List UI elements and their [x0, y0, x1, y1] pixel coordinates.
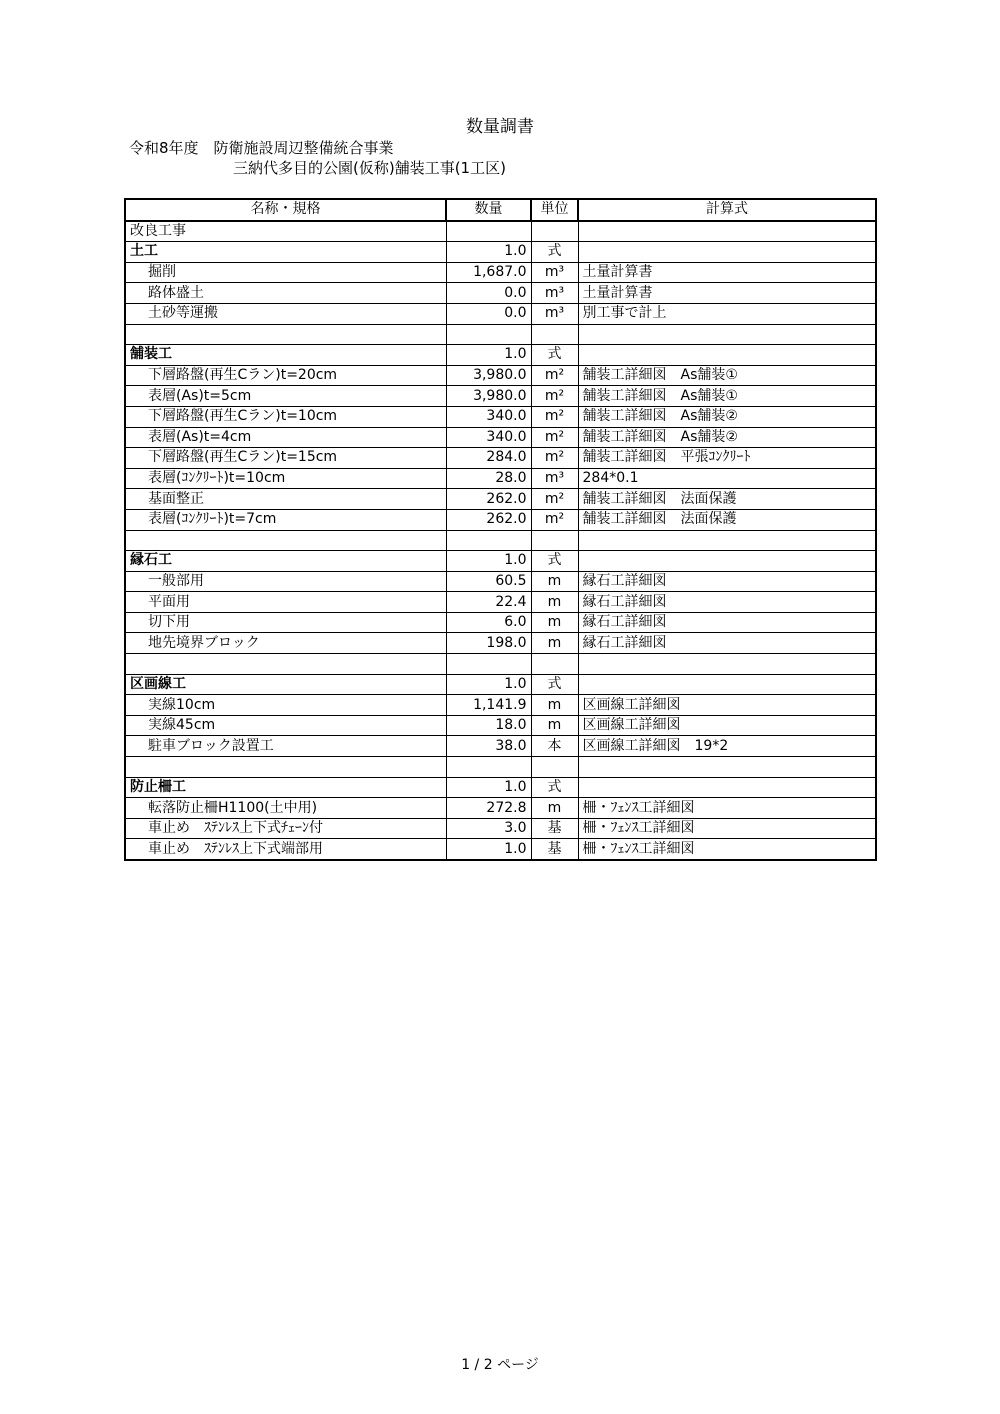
item-unit: 基	[531, 818, 578, 839]
category-row	[125, 777, 876, 798]
item-name: 掘削	[125, 262, 446, 283]
category-formula	[578, 345, 876, 366]
item-unit: m²	[531, 448, 578, 469]
item-unit: m³	[531, 303, 578, 324]
table-row	[125, 283, 876, 304]
item-unit: 基	[531, 839, 578, 860]
item-formula: 縁石工詳細図	[578, 633, 876, 654]
item-qty: 262.0	[446, 509, 531, 530]
item-qty: 18.0	[446, 715, 531, 736]
item-unit: m²	[531, 365, 578, 386]
table-row	[125, 818, 876, 839]
table-row	[125, 427, 876, 448]
item-qty: 22.4	[446, 592, 531, 613]
item-qty: 272.8	[446, 798, 531, 819]
spacer-cell	[531, 324, 578, 345]
item-qty: 1,141.9	[446, 695, 531, 716]
item-unit: m²	[531, 386, 578, 407]
item-unit: m	[531, 612, 578, 633]
item-name: 下層路盤(再生Cラン)t=20cm	[125, 365, 446, 386]
table-row	[125, 303, 876, 324]
item-name: 地先境界ブロック	[125, 633, 446, 654]
table-row	[125, 386, 876, 407]
item-name: 車止め ｽﾃﾝﾚｽ上下式ﾁｪｰﾝ付	[125, 818, 446, 839]
item-qty: 0.0	[446, 283, 531, 304]
table-header-row	[125, 199, 876, 221]
page-number: 1 / 2 ページ	[461, 1357, 539, 1373]
item-qty: 0.0	[446, 303, 531, 324]
item-qty: 1,687.0	[446, 262, 531, 283]
spacer-cell	[125, 654, 446, 675]
table-row	[125, 365, 876, 386]
item-unit: m²	[531, 489, 578, 510]
spacer-cell	[531, 757, 578, 778]
category-unit: 式	[531, 551, 578, 572]
table-row	[125, 633, 876, 654]
item-unit: m²	[531, 509, 578, 530]
item-name: 表層(As)t=4cm	[125, 427, 446, 448]
item-name: 車止め ｽﾃﾝﾚｽ上下式端部用	[125, 839, 446, 860]
category-qty: 1.0	[446, 345, 531, 366]
item-unit: m³	[531, 262, 578, 283]
table-row	[125, 736, 876, 757]
spacer-cell	[578, 324, 876, 345]
table-row	[125, 262, 876, 283]
item-formula: 舗装工詳細図 As舗装②	[578, 406, 876, 427]
category-qty: 1.0	[446, 674, 531, 695]
table-row	[125, 798, 876, 819]
item-unit: m	[531, 695, 578, 716]
table-row	[125, 571, 876, 592]
category-name: 舗装工	[125, 345, 446, 366]
section-formula	[578, 221, 876, 242]
item-qty: 262.0	[446, 489, 531, 510]
item-name: 下層路盤(再生Cラン)t=10cm	[125, 406, 446, 427]
item-unit: m	[531, 715, 578, 736]
table-row	[125, 715, 876, 736]
category-row	[125, 551, 876, 572]
table-row	[125, 489, 876, 510]
category-qty: 1.0	[446, 551, 531, 572]
item-unit: 本	[531, 736, 578, 757]
item-unit: m³	[531, 468, 578, 489]
spacer-row	[125, 757, 876, 778]
category-unit: 式	[531, 242, 578, 263]
item-qty: 198.0	[446, 633, 531, 654]
item-formula: 柵・ﾌｪﾝｽ工詳細図	[578, 818, 876, 839]
item-qty: 60.5	[446, 571, 531, 592]
category-name: 防止柵工	[125, 777, 446, 798]
header-qty: 数量	[446, 199, 531, 221]
item-qty: 3.0	[446, 818, 531, 839]
item-qty: 340.0	[446, 427, 531, 448]
table-row	[125, 406, 876, 427]
section-unit	[531, 221, 578, 242]
item-formula: 土量計算書	[578, 262, 876, 283]
item-name: 実線45cm	[125, 715, 446, 736]
item-formula: 別工事で計上	[578, 303, 876, 324]
spacer-cell	[446, 324, 531, 345]
category-row	[125, 674, 876, 695]
item-formula: 舗装工詳細図 法面保護	[578, 489, 876, 510]
item-unit: m²	[531, 406, 578, 427]
item-formula: 舗装工詳細図 As舗装②	[578, 427, 876, 448]
category-name: 縁石工	[125, 551, 446, 572]
spacer-cell	[531, 530, 578, 551]
document-subtitle-work: 三納代多目的公園(仮称)舗装工事(1工区)	[233, 159, 506, 177]
item-qty: 38.0	[446, 736, 531, 757]
table-row	[125, 592, 876, 613]
item-formula: 縁石工詳細図	[578, 612, 876, 633]
header-formula: 計算式	[578, 199, 876, 221]
spacer-row	[125, 654, 876, 675]
item-name: 駐車ブロック設置工	[125, 736, 446, 757]
category-unit: 式	[531, 345, 578, 366]
category-name: 区画線工	[125, 674, 446, 695]
spacer-row	[125, 324, 876, 345]
item-unit: m	[531, 592, 578, 613]
category-formula	[578, 551, 876, 572]
item-name: 転落防止柵H1100(土中用)	[125, 798, 446, 819]
section-row	[125, 221, 876, 242]
item-name: 切下用	[125, 612, 446, 633]
item-unit: m³	[531, 283, 578, 304]
item-formula: 舗装工詳細図 平張ｺﾝｸﾘｰﾄ	[578, 448, 876, 469]
spacer-cell	[446, 654, 531, 675]
item-unit: m	[531, 798, 578, 819]
document-title: 数量調書	[466, 117, 534, 137]
spacer-row	[125, 530, 876, 551]
item-name: 平面用	[125, 592, 446, 613]
item-formula: 区画線工詳細図	[578, 715, 876, 736]
item-name: 表層(As)t=5cm	[125, 386, 446, 407]
item-formula: 区画線工詳細図 19*2	[578, 736, 876, 757]
spacer-cell	[578, 757, 876, 778]
item-name: 路体盛土	[125, 283, 446, 304]
category-unit: 式	[531, 674, 578, 695]
document-subtitle-project: 令和8年度 防衛施設周辺整備統合事業	[129, 139, 394, 157]
item-formula: 区画線工詳細図	[578, 695, 876, 716]
quantity-table	[124, 198, 877, 861]
item-name: 実線10cm	[125, 695, 446, 716]
category-formula	[578, 242, 876, 263]
section-qty	[446, 221, 531, 242]
item-name: 土砂等運搬	[125, 303, 446, 324]
table-row	[125, 695, 876, 716]
table-row	[125, 612, 876, 633]
spacer-cell	[125, 530, 446, 551]
spacer-cell	[446, 757, 531, 778]
spacer-cell	[578, 530, 876, 551]
header-unit: 単位	[531, 199, 578, 221]
spacer-cell	[125, 324, 446, 345]
item-formula: 284*0.1	[578, 468, 876, 489]
item-formula: 舗装工詳細図 As舗装①	[578, 365, 876, 386]
item-formula: 柵・ﾌｪﾝｽ工詳細図	[578, 839, 876, 860]
item-formula: 縁石工詳細図	[578, 592, 876, 613]
item-name: 下層路盤(再生Cラン)t=15cm	[125, 448, 446, 469]
table-body	[125, 221, 876, 860]
spacer-cell	[446, 530, 531, 551]
category-qty: 1.0	[446, 777, 531, 798]
item-name: 一般部用	[125, 571, 446, 592]
item-formula: 舗装工詳細図 As舗装①	[578, 386, 876, 407]
item-name: 表層(ｺﾝｸﾘｰﾄ)t=7cm	[125, 509, 446, 530]
spacer-cell	[125, 757, 446, 778]
header-name: 名称・規格	[125, 199, 446, 221]
category-name: 土工	[125, 242, 446, 263]
spacer-cell	[578, 654, 876, 675]
item-unit: m	[531, 633, 578, 654]
section-title: 改良工事	[125, 221, 446, 242]
table-row	[125, 839, 876, 860]
item-unit: m	[531, 571, 578, 592]
category-unit: 式	[531, 777, 578, 798]
item-qty: 28.0	[446, 468, 531, 489]
item-formula: 舗装工詳細図 法面保護	[578, 509, 876, 530]
item-formula: 縁石工詳細図	[578, 571, 876, 592]
item-qty: 1.0	[446, 839, 531, 860]
item-unit: m²	[531, 427, 578, 448]
item-formula: 土量計算書	[578, 283, 876, 304]
category-formula	[578, 777, 876, 798]
table-row	[125, 509, 876, 530]
category-row	[125, 242, 876, 263]
item-name: 表層(ｺﾝｸﾘｰﾄ)t=10cm	[125, 468, 446, 489]
item-qty: 340.0	[446, 406, 531, 427]
item-name: 基面整正	[125, 489, 446, 510]
spacer-cell	[531, 654, 578, 675]
category-qty: 1.0	[446, 242, 531, 263]
item-qty: 6.0	[446, 612, 531, 633]
table-row	[125, 468, 876, 489]
category-formula	[578, 674, 876, 695]
category-row	[125, 345, 876, 366]
item-formula: 柵・ﾌｪﾝｽ工詳細図	[578, 798, 876, 819]
item-qty: 3,980.0	[446, 365, 531, 386]
item-qty: 3,980.0	[446, 386, 531, 407]
table-row	[125, 448, 876, 469]
item-qty: 284.0	[446, 448, 531, 469]
